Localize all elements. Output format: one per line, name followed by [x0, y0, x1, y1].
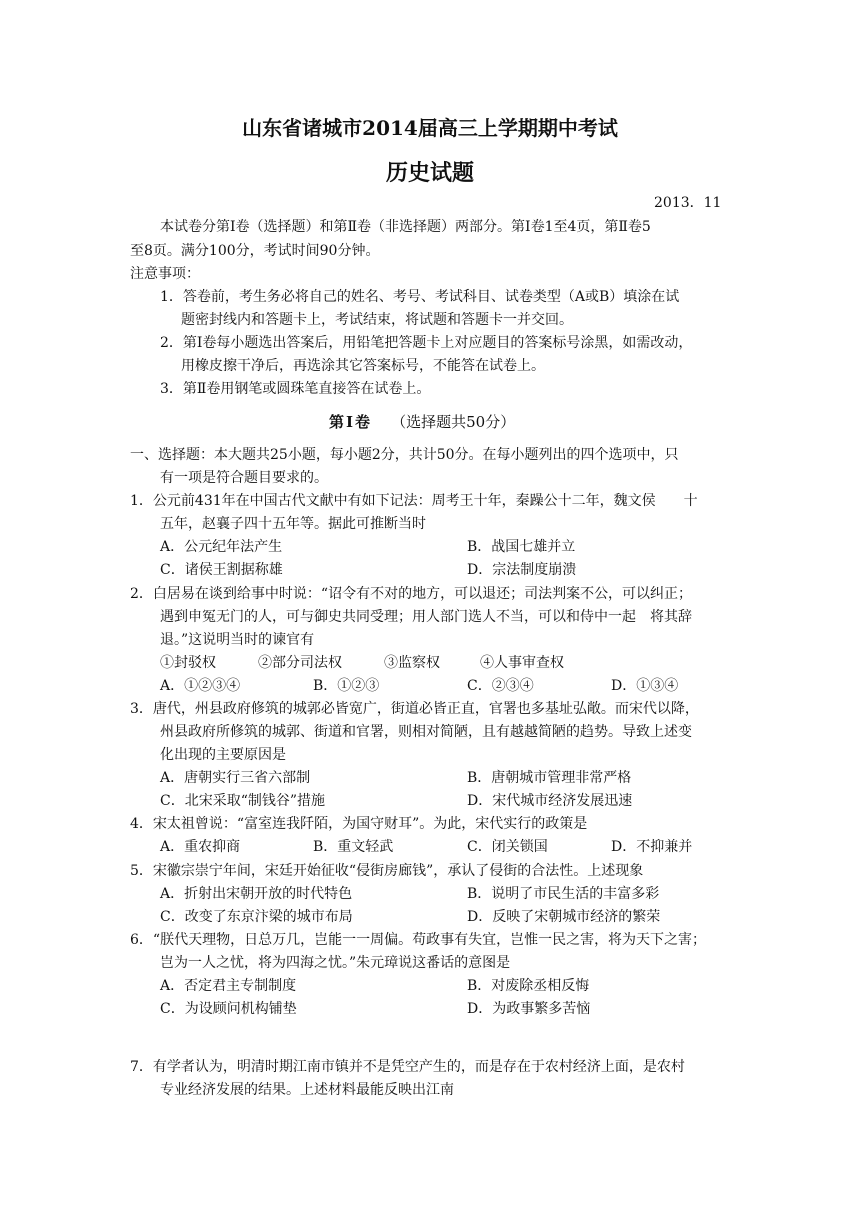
option-a: A．唐朝实行三省六部制: [160, 770, 311, 786]
intro-line: 至8页。满分100分，考试时间90分钟。: [130, 243, 380, 259]
part-instruction: 一、选择题：本大题共25小题，每小题2分，共计50分。在每小题列出的四个选项中，只: [130, 447, 679, 463]
option-d: D．反映了宋朝城市经济的繁荣: [467, 909, 661, 925]
question-stem-cont: 退。”这说明当时的谏官有: [160, 632, 315, 648]
question-stem-cont: 五年，赵襄子四十五年等。据此可推断当时: [160, 516, 426, 532]
question-stem-cont: 遇到申冤无门的人，可与御史共同受理；用人部门选人不当，可以和侍中一起 将其辞: [160, 609, 692, 625]
statement-item: ④人事审查权: [480, 655, 564, 671]
option-c: C．改变了东京汴梁的城市布局: [160, 909, 353, 925]
question-stem: 3．唐代，州县政府修筑的城郭必皆宽广，街道必皆正直，官署也多基址弘敞。而宋代以降，: [130, 701, 699, 717]
option-d: D．①③④: [611, 678, 679, 694]
option-b: B．对废除丞相反悔: [467, 978, 590, 994]
option-d: D．宋代城市经济发展迅速: [467, 793, 633, 809]
part-instruction-cont: 有一项是符合题目要求的。: [160, 470, 328, 486]
option-b: B．说明了市民生活的丰富多彩: [467, 886, 660, 902]
statement-item: ②部分司法权: [258, 655, 342, 671]
notice-item: 1．答卷前，考生务必将自己的姓名、考号、考试科目、试卷类型（A或B）填涂在试: [160, 289, 680, 305]
question-stem: 7．有学者认为，明清时期江南市镇并不是凭空产生的，而是存在于农村经济上面，是农村: [130, 1059, 685, 1075]
question-stem-cont: 化出现的主要原因是: [160, 747, 286, 763]
option-a: A．重农抑商: [160, 839, 241, 855]
option-d: D．为政事繁多苦恼: [467, 1001, 591, 1017]
option-b: B．重文轻武: [313, 839, 394, 855]
question-stem-cont: 州县政府所修筑的城郭、街道和官署，则相对简陋，且有越越简陋的趋势。导致上述变: [160, 724, 692, 740]
option-a: A．①②③④: [160, 678, 241, 694]
notice-item: 2．第Ⅰ卷每小题选出答案后，用铅笔把答题卡上对应题目的答案标号涂黑，如需改动，: [160, 335, 693, 351]
option-c: C．闭关锁国: [467, 839, 548, 855]
statement-item: ③监察权: [384, 655, 440, 671]
option-a: A．公元纪年法产生: [160, 539, 283, 555]
question-stem: 5．宋徽宗崇宁年间，宋廷开始征收“侵街房廊钱”，承认了侵街的合法性。上述现象: [130, 863, 644, 879]
option-b: B．唐朝城市管理非常严格: [467, 770, 632, 786]
section-label: 第Ⅰ卷: [329, 413, 373, 431]
exam-subtitle: 历史试题: [385, 160, 474, 186]
question-stem: 6．“朕代天理物，日总万几，岂能一一周偏。苟政事有失宜，岂惟一民之害，将为天下之害；: [130, 932, 707, 948]
section-heading: [329, 412, 515, 432]
question-stem: 1．公元前431年在中国古代文献中有如下记法：周考王十年，秦躁公十二年，魏文侯 十: [130, 493, 698, 509]
question-stem: 4．宋太祖曾说：“富室连我阡陌，为国守财耳”。为此，宋代实行的政策是: [130, 816, 588, 832]
question-stem: 2．白居易在谈到给事中时说：“诏令有不对的地方，可以退还；司法判案不公，可以纠正；: [130, 586, 693, 602]
option-a: A．否定君主专制制度: [160, 978, 297, 994]
intro-line: 本试卷分第Ⅰ卷（选择题）和第Ⅱ卷（非选择题）两部分。第Ⅰ卷1至4页，第Ⅱ卷5: [160, 219, 651, 235]
question-stem-cont: 岂为一人之忧，将为四海之忧。”朱元璋说这番话的意图是: [160, 955, 511, 971]
option-c: C．②③④: [467, 678, 534, 694]
option-a: A．折射出宋朝开放的时代特色: [160, 886, 353, 902]
option-b: B．战国七雄并立: [467, 539, 576, 555]
section-note: （选择题共50分）: [391, 413, 516, 431]
option-c: C．诸侯王割据称雄: [160, 562, 283, 578]
option-d: D．宗法制度崩溃: [467, 562, 577, 578]
option-c: C．为设顾问机构铺垫: [160, 1001, 297, 1017]
notice-item: 3．第Ⅱ卷用钢笔或圆珠笔直接答在试卷上。: [160, 381, 431, 397]
notice-heading: 注意事项：: [130, 266, 200, 282]
question-stem-cont: 专业经济发展的结果。上述材料最能反映出江南: [160, 1082, 454, 1098]
exam-date: 2013．11: [654, 195, 722, 211]
statement-item: ①封驳权: [160, 655, 216, 671]
option-d: D．不抑兼并: [611, 839, 693, 855]
option-b: B．①②③: [313, 678, 380, 694]
exam-title: 山东省诸城市2014届高三上学期期中考试: [242, 116, 618, 140]
notice-item-cont: 用橡皮擦干净后，再选涂其它答案标号，不能答在试卷上。: [181, 358, 545, 374]
notice-item-cont: 题密封线内和答题卡上，考试结束，将试题和答题卡一并交回。: [181, 312, 573, 328]
option-c: C．北宋采取“制钱谷”措施: [160, 793, 326, 809]
